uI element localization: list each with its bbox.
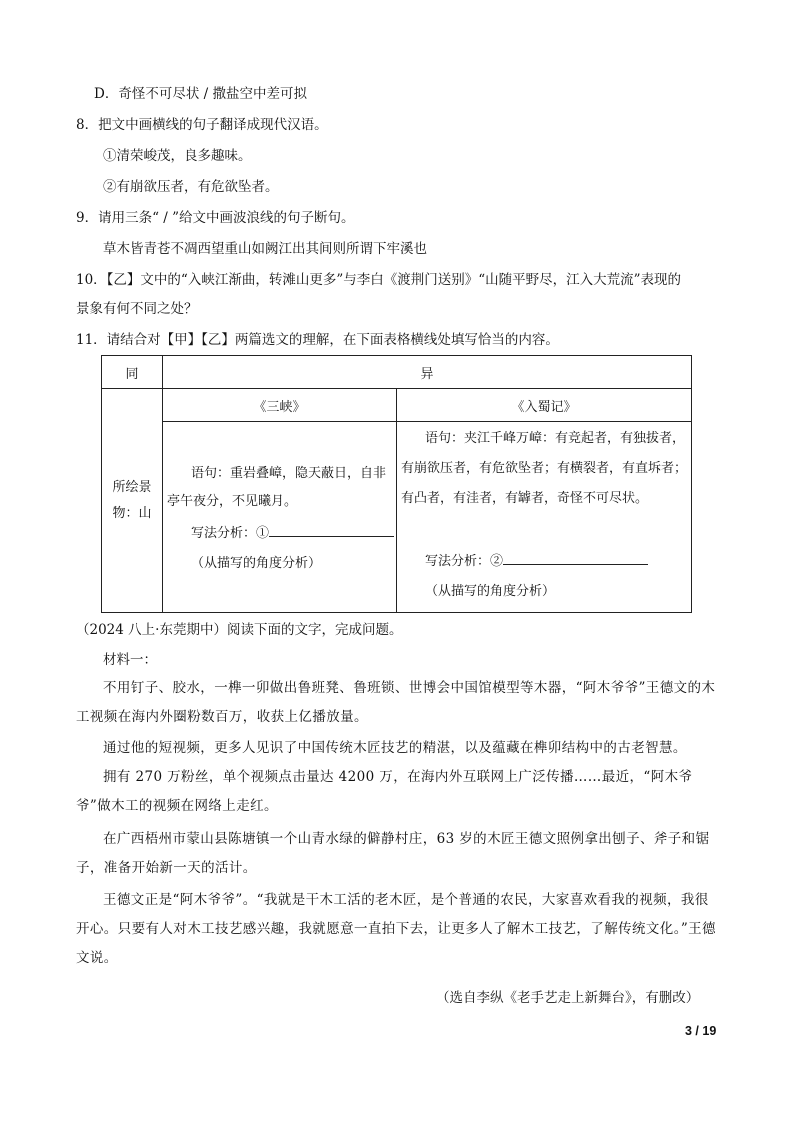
answer-blank-1[interactable] bbox=[269, 522, 394, 537]
rushuji-sentence: 语句：夹江千峰万嶂：有竞起者，有独拔者，有崩欲压者，有危欲坠者；有横裂者，有直坼者；有凸者，有洼者，有罅者，奇怪不可尽状。 bbox=[401, 431, 688, 506]
question-9: 9．请用三条“ / ”给文中画波浪线的句子断句。 bbox=[76, 210, 355, 226]
paragraph-5: 王德文正是“阿木爷爷”。“我就是干木工活的老木匠，是个普通的农民，大家喜欢看我的视频，我很开心。只要有人对木工技艺感兴趣，我就愿意一直拍下去，让更多人了解木工技艺，了解传统文化。”王德文说。 bbox=[76, 892, 716, 966]
sanxia-analysis-label: 写法分析：① bbox=[191, 526, 270, 541]
subheader-rushuji: 《入蜀记》 bbox=[397, 389, 692, 422]
sanxia-note: （从描写的角度分析） bbox=[191, 556, 322, 571]
source-tag: （2024 八上·东莞期中）阅读下面的文字，完成问题。 bbox=[76, 622, 403, 638]
row-label-line-2: 物：山 bbox=[112, 505, 152, 521]
option-d: D．奇怪不可尽状 / 撒盐空中差可拟 bbox=[94, 86, 307, 102]
question-8-item-1: ①清荣峻茂，良多趣味。 bbox=[103, 148, 252, 164]
rushuji-cell bbox=[397, 422, 692, 613]
answer-blank-2[interactable] bbox=[503, 550, 648, 565]
table-header-same: 同 bbox=[102, 356, 163, 389]
paragraph-1: 不用钉子、胶水，一榫一卯做出鲁班凳、鲁班锁、世博会中国馆模型等木器，“阿木爷爷”王德文的木工视频在海内外圈粉数百万，收获上亿播放量。 bbox=[76, 680, 716, 725]
paragraph-4: 在广西梧州市蒙山县陈塘镇一个山青水绿的僻静村庄，63 岁的木匠王德文照例拿出刨子、斧子和锯子，准备开始新一天的活计。 bbox=[76, 831, 710, 876]
paragraph-3: 拥有 270 万粉丝，单个视频点击量达 4200 万，在海内外互联网上广泛传播……最近，“阿木爷爷”做木工的视频在网络上走红。 bbox=[76, 769, 693, 814]
question-11: 11．请结合对【甲】【乙】两篇选文的理解，在下面表格横线处填写恰当的内容。 bbox=[76, 332, 559, 348]
question-10-line-2: 景象有何不同之处？ bbox=[76, 301, 198, 317]
question-10-line-1: 10．【乙】文中的“入峡江渐曲，转滩山更多”与李白《渡荆门送别》“山随平野尽，江入大荒流”表现的 bbox=[76, 272, 682, 288]
material-title: 材料一： bbox=[103, 652, 157, 668]
rushuji-note: （从描写的角度分析） bbox=[425, 584, 556, 599]
subheader-sanxia: 《三峡》 bbox=[163, 389, 397, 422]
row-label-line-1: 所绘景 bbox=[112, 479, 152, 495]
sanxia-sentence: 语句：重岩叠嶂，隐天蔽日，自非亭午夜分，不见曦月。 bbox=[167, 466, 387, 509]
row-label bbox=[102, 389, 163, 613]
sanxia-cell bbox=[163, 422, 397, 613]
rushuji-analysis-label: 写法分析：② bbox=[425, 554, 504, 569]
table-header-diff: 异 bbox=[163, 356, 692, 389]
citation: （选自李纵《老手艺走上新舞台》，有删改） bbox=[436, 990, 700, 1006]
rushuji-analysis-row bbox=[425, 550, 648, 569]
question-9-text: 草木皆青苍不凋西望重山如阙江出其间则所谓下牢溪也 bbox=[103, 241, 427, 257]
comparison-table bbox=[101, 355, 692, 613]
sanxia-analysis-row bbox=[191, 522, 394, 541]
question-8: 8．把文中画横线的句子翻译成现代汉语。 bbox=[76, 117, 328, 133]
question-8-item-2: ②有崩欲压者，有危欲坠者。 bbox=[103, 179, 279, 195]
paragraph-2: 通过他的短视频，更多人见识了中国传统木匠技艺的精湛，以及蕴藏在榫卯结构中的古老智慧。 bbox=[103, 740, 687, 756]
page-number: 3 / 19 bbox=[685, 1024, 717, 1038]
